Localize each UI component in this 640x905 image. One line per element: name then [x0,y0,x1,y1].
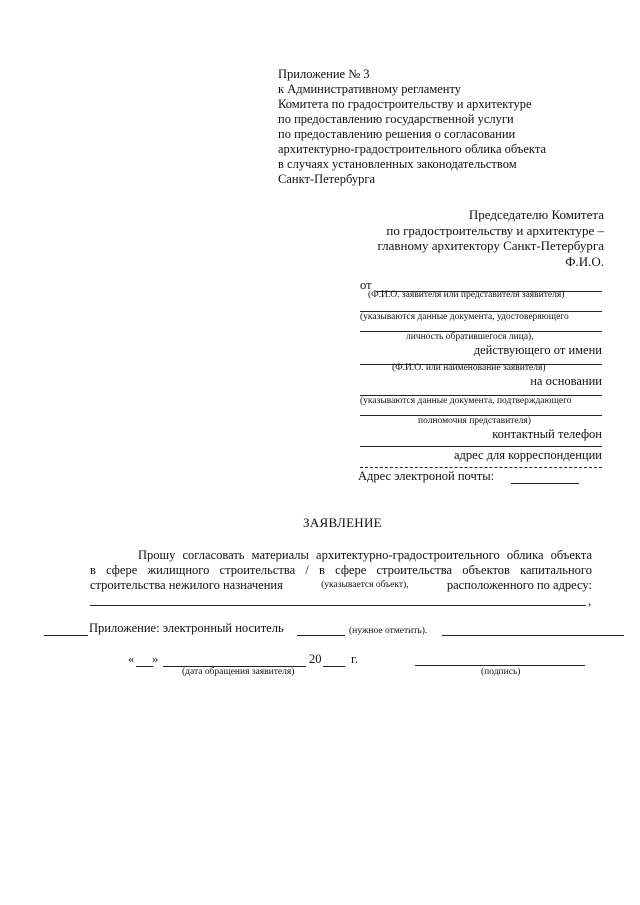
signature-hint: (подпись) [481,667,521,677]
date-quote-open: « [128,652,135,666]
year-field[interactable] [323,666,345,667]
hint-id-document-1: (указываются данные документа, удостоверяющего [360,312,569,322]
addressee-line: главному архитектору Санкт-Петербурга [377,238,604,253]
statement-line-3 [90,578,592,593]
address-line-comma: , [588,594,592,608]
appendix-header [278,67,546,187]
statement-line-3-text: строительства нежилого назначения [90,578,283,592]
appendix-line: к Административному регламенту [278,82,462,96]
appendix-line: Санкт-Петербурга [278,172,376,186]
hint-authority-1: (указываются данные документа, подтверждающего [360,396,572,406]
email-line[interactable] [511,483,579,484]
email-label: Адрес электроной почты: [358,469,495,483]
appendix-line: по предоставлению решения о согласовании [278,127,516,141]
attachment-checkbox-line[interactable] [297,635,345,636]
on-basis-label: на основании [530,374,602,388]
appendix-line: в случаях установленных законодательством [278,157,517,171]
contact-phone-label: контактный телефон [492,427,602,441]
date-quote-close: » [152,652,159,666]
statement-line-2: в сфере жилищного строительства / в сфере строительства объектов капитального [90,563,592,577]
attachment-label: Приложение: электронный носитель [89,621,284,635]
appendix-line: Приложение № 3 [278,67,370,81]
appendix-line: по предоставлению государственной услуги [278,112,514,126]
attachment-hint: (нужное отметить). [349,626,428,636]
acting-on-behalf-label: действующего от имени [473,343,602,357]
year-prefix: 20 [309,652,322,666]
appendix-line: Комитета по градостроительству и архитектуре [278,97,532,111]
year-suffix: г. [351,652,358,666]
hint-applicant: (Ф.И.О. или наименование заявителя) [392,363,546,373]
statement-title: ЗАЯВЛЕНИЕ [303,515,382,530]
addressee-block [377,207,604,269]
addressee-line: по градостроительству и архитектуре – [386,222,604,238]
appendix-line: архитектурно-градостроительного облика объекта [278,142,546,156]
hint-authority-2: полномочия представителя) [418,416,531,426]
statement-line-3-address: расположенного по адресу: [446,578,592,592]
date-hint: (дата обращения заявителя) [182,667,295,677]
object-hint: (указывается объект), [321,580,409,590]
hint-applicant-name: (Ф.И.О. заявителя или представителя заявителя) [368,290,565,300]
day-field[interactable] [136,666,153,667]
addressee-line: Ф.И.О. [565,253,604,269]
signature-field[interactable] [415,665,585,666]
attachment-lead-line [44,635,88,636]
mail-address-line[interactable] [360,467,602,468]
address-line[interactable] [90,605,586,606]
statement-line-1: Прошу согласовать материалы архитектурно-градостроительного облика объекта [138,548,592,562]
addressee-line: Председателю Комитета [468,207,604,222]
hint-id-document-2: личность обратившегося лица), [406,332,534,342]
mail-address-label: адрес для корреспонденции [453,448,602,462]
attachment-tail-line [442,635,624,636]
from-label: от [360,278,372,292]
contact-phone-line[interactable] [360,446,602,447]
